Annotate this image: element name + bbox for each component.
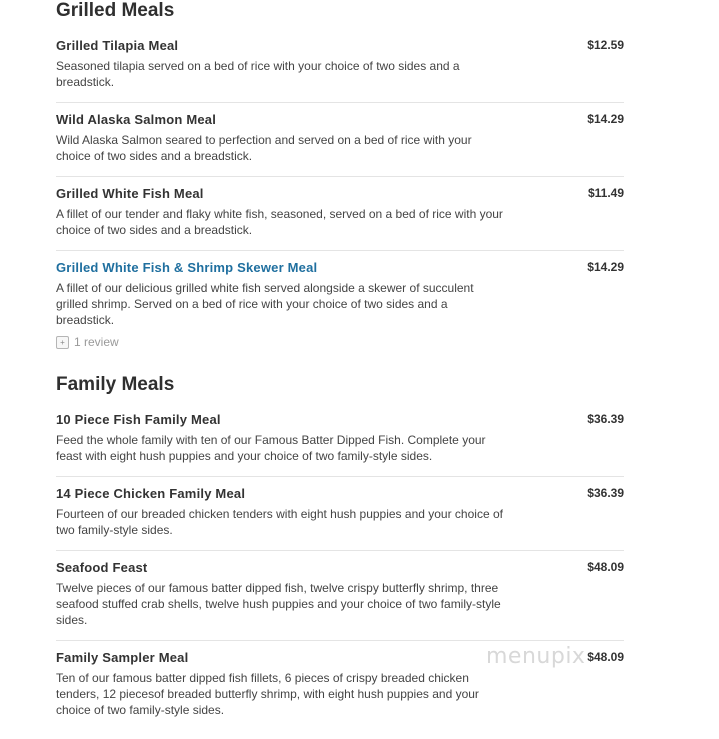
menu-item-price: $36.39 — [587, 486, 624, 500]
menu-item-price: $48.09 — [587, 560, 624, 574]
divider — [56, 176, 624, 177]
section-title-grilled-meals: Grilled Meals — [56, 0, 175, 21]
menu-item-description: Ten of our famous batter dipped fish fillets, 6 pieces of crispy breaded chicken tenders, 12 piecesof breaded butterfly shrimp, with eight hush puppies and your choice of two family-style sides. — [56, 671, 479, 717]
menu-item-description: Feed the whole family with ten of our Famous Batter Dipped Fish. Complete your feast with eight hush puppies and your choice of two family-style sides. — [56, 433, 486, 463]
menu-item-price: $14.29 — [587, 112, 624, 126]
menu-item-name: Grilled Tilapia Meal — [56, 38, 179, 53]
divider — [56, 640, 624, 641]
menu-item-description: Seasoned tilapia served on a bed of rice with your choice of two sides and a breadstick. — [56, 59, 460, 89]
menu-item-name: 10 Piece Fish Family Meal — [56, 412, 221, 427]
divider — [56, 102, 624, 103]
menu-item-description: Wild Alaska Salmon seared to perfection and served on a bed of rice with your choice of two sides and a breadstick. — [56, 133, 472, 163]
menu-item-description: A fillet of our tender and flaky white fish, seasoned, served on a bed of rice with your choice of two sides and a breadstick. — [56, 207, 503, 237]
review-count: 1 review — [74, 335, 119, 349]
menu-item-price: $11.49 — [587, 186, 624, 200]
watermark-logo: menupix — [486, 644, 586, 669]
menu-item-price: $36.39 — [587, 412, 624, 426]
menu-item-name: Family Sampler Meal — [56, 650, 189, 665]
menu-item-name: Grilled White Fish Meal — [56, 186, 204, 201]
menu-item-description: A fillet of our delicious grilled white fish served alongside a skewer of succulent grilled shrimp. Served on a bed of rice with your choice of two sides and a breadstick. — [56, 281, 474, 327]
menu-item-price: $12.59 — [587, 38, 624, 52]
menu-item-description: Fourteen of our breaded chicken tenders with eight hush puppies and your choice of two family-style sides. — [56, 507, 503, 537]
menu-item-description: Twelve pieces of our famous batter dipped fish, twelve crispy butterfly shrimp, three seafood stuffed crab shells, twelve hush puppies and your choice of two family-style sides. — [56, 581, 501, 627]
menu-item-name: Wild Alaska Salmon Meal — [56, 112, 217, 127]
menu-item-name-link[interactable]: Grilled White Fish & Shrimp Skewer Meal — [56, 260, 318, 275]
menu-item-price: $14.29 — [587, 260, 624, 274]
divider — [56, 476, 624, 477]
section-title-family-meals: Family Meals — [56, 374, 175, 395]
review-icon: + — [56, 336, 69, 349]
menu-item-name: 14 Piece Chicken Family Meal — [56, 486, 246, 501]
divider — [56, 250, 624, 251]
menu-item-name: Seafood Feast — [56, 560, 148, 575]
review-link[interactable] — [56, 335, 119, 349]
menu-item-price: $48.09 — [587, 650, 624, 664]
divider — [56, 550, 624, 551]
